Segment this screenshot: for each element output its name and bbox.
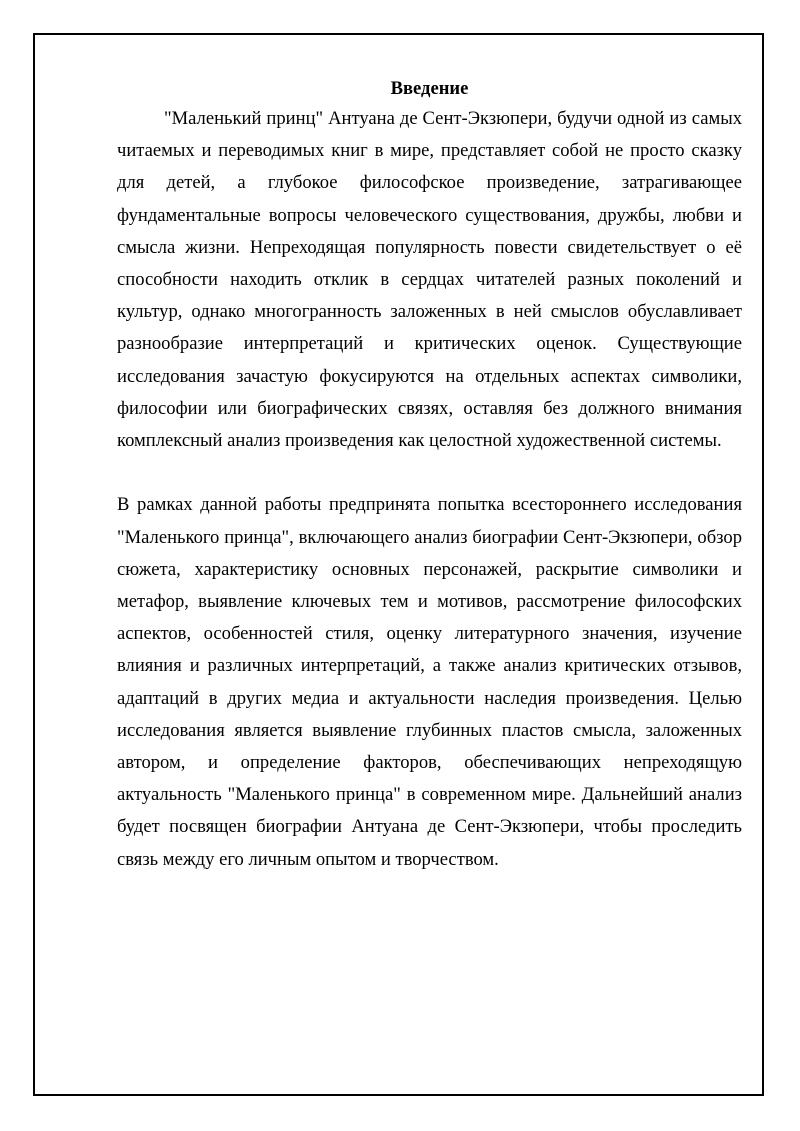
document-body: [117, 75, 742, 876]
paragraph-scope: В рамках данной работы предпринята попытка всестороннего исследования "Маленького принца", включающего анализ биографии Сент-Экзюпери, обзор сюжета, характеристику основных персонажей, раскрытие символики и метафор, выявление ключевых тем и мотивов, рассмотрение философских аспектов, особенностей стиля, оценку литературного значения, изучение влияния и различных интерпретаций, а также анализ критических отзывов, адаптаций в других медиа и актуальности наследия произведения. Целью исследования является выявление глубинных пластов смысла, заложенных автором, и определение факторов, обеспечивающих непреходящую актуальность "Маленького принца" в современном мире. Дальнейший анализ будет посвящен биографии Антуана де Сент-Экзюпери, чтобы проследить связь между его личным опытом и творчеством.: [117, 494, 742, 870]
document-title: Введение: [390, 78, 469, 99]
paragraph-spacer: [117, 457, 742, 489]
paragraph-intro: "Маленький принц" Антуана де Сент-Экзюпери, будучи одной из самых читаемых и переводимых книг в мире, представляет собой не просто сказку для детей, а глубокое философское произведение, затрагивающее фундаментальные вопросы человеческого существования, дружбы, любви и смысла жизни. Непреходящая популярность повести свидетельствует о её способности находить отклик в сердцах читателей разных поколений и культур, однако многогранность заложенных в ней смыслов обуславливает разнообразие интерпретаций и критических оценок. Существующие исследования зачастую фокусируются на отдельных аспектах символики, философии или биографических связях, оставляя без должного внимания комплексный анализ произведения как целостной художественной системы.: [117, 108, 742, 452]
